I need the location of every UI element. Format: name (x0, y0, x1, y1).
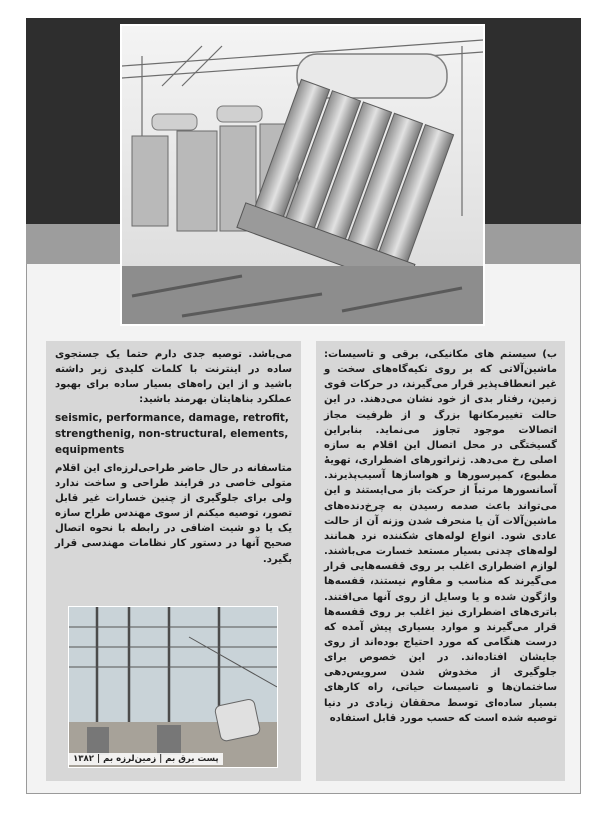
keywords-list: seismic, performance, damage, retrofit, strengthenig, non-structural, elements, equipments (55, 411, 289, 456)
mechanical-systems-paragraph: ب) سیستم های مکانیکی، برقی و تاسیسات: ماشین‌آلاتی که بر روی تکیه‌گاه‌های سخت و غیر انعطاف‌پذیر قرار می‌گیرند، در حرکات قوی زمین، رفتار بدی از خود نشان می‌دهند. در این حالت تغییرمکانها بزرگ و از ظرفیت مجاز اتصالات موجود تجاوز می‌نماید. بنابراین گسیختگی در محل اتصال این اقلام به سازه اصلی رخ می‌دهد. ژنراتورهای اضطراری، تهویهٔ مطبوع، کمپرسورها و هواسازها آسیب‌پذیرند. آسانسورها مرتباً از حرکت باز می‌ایستند و این می‌تواند باعث صدمه رسیدن به چرخ‌دنده‌های ماشین‌آلات آن یا منحرف شدن وزنه آن از حالت عادی شود. انواع لوله‌های شکننده نرد همانند لوله‌های چدنی بسیار مستعد خسارت می‌باشند. لوازم اضطراری اغلب بر روی قفسه‌هایی قرار می‌گیرند که مناسب و مقاوم نیستند، قفسه‌ها واژگون شده و یا وسایل از روی آنها می‌افتند. باتری‌های اضطراری نیز اغلب بر روی قفسه‌ها قرار می‌گیرند و موارد بسیاری پیش آمده که درست هنگامی که مورد احتیاج بوده‌اند از روی جایشان افتاده‌اند. در این خصوص برای جلوگیری از مخدوش شدن سرویس‌دهی ساختمان‌ها و تاسیسات حیاتی، راه کارهای بسیار ساده‌ای توسط محققان زیادی در دنیا توصیه شده است که حسب مورد قابل استفاده (324, 349, 557, 724)
article-right-column (316, 341, 565, 781)
search-advice-paragraph: می‌باشد. توصیه جدی دارم حتما یک جستجوی ساده در اینترنت با کلمات کلیدی زیر داشته باشید و از این راه‌های بسیار ساده برای بهبود عملکرد بناهایتان بهرمند باشید: (55, 349, 292, 406)
design-recommendation-paragraph: متاسفانه در حال حاضر طراحی‌لرزه‌ای این اقلام متولی خاصی در فرایند طراحی و ساخت ندارد ولی برای جلوگیری از چنین خسارات غیر قابل تصور، توصیه میکنم از سوی مهندس طراح سازه یک یا دو شیت اضافی در رابطه با نحوه اتصال صحیح آنها در دستور کار نظامات مهندسی قرار بگیرد. (55, 462, 292, 565)
photo-caption: پست برق بم | زمین‌لرزه بم | ۱۳۸۲ (69, 753, 223, 765)
transformer-damage-photo (120, 24, 485, 326)
bam-substation-photo (68, 606, 278, 768)
